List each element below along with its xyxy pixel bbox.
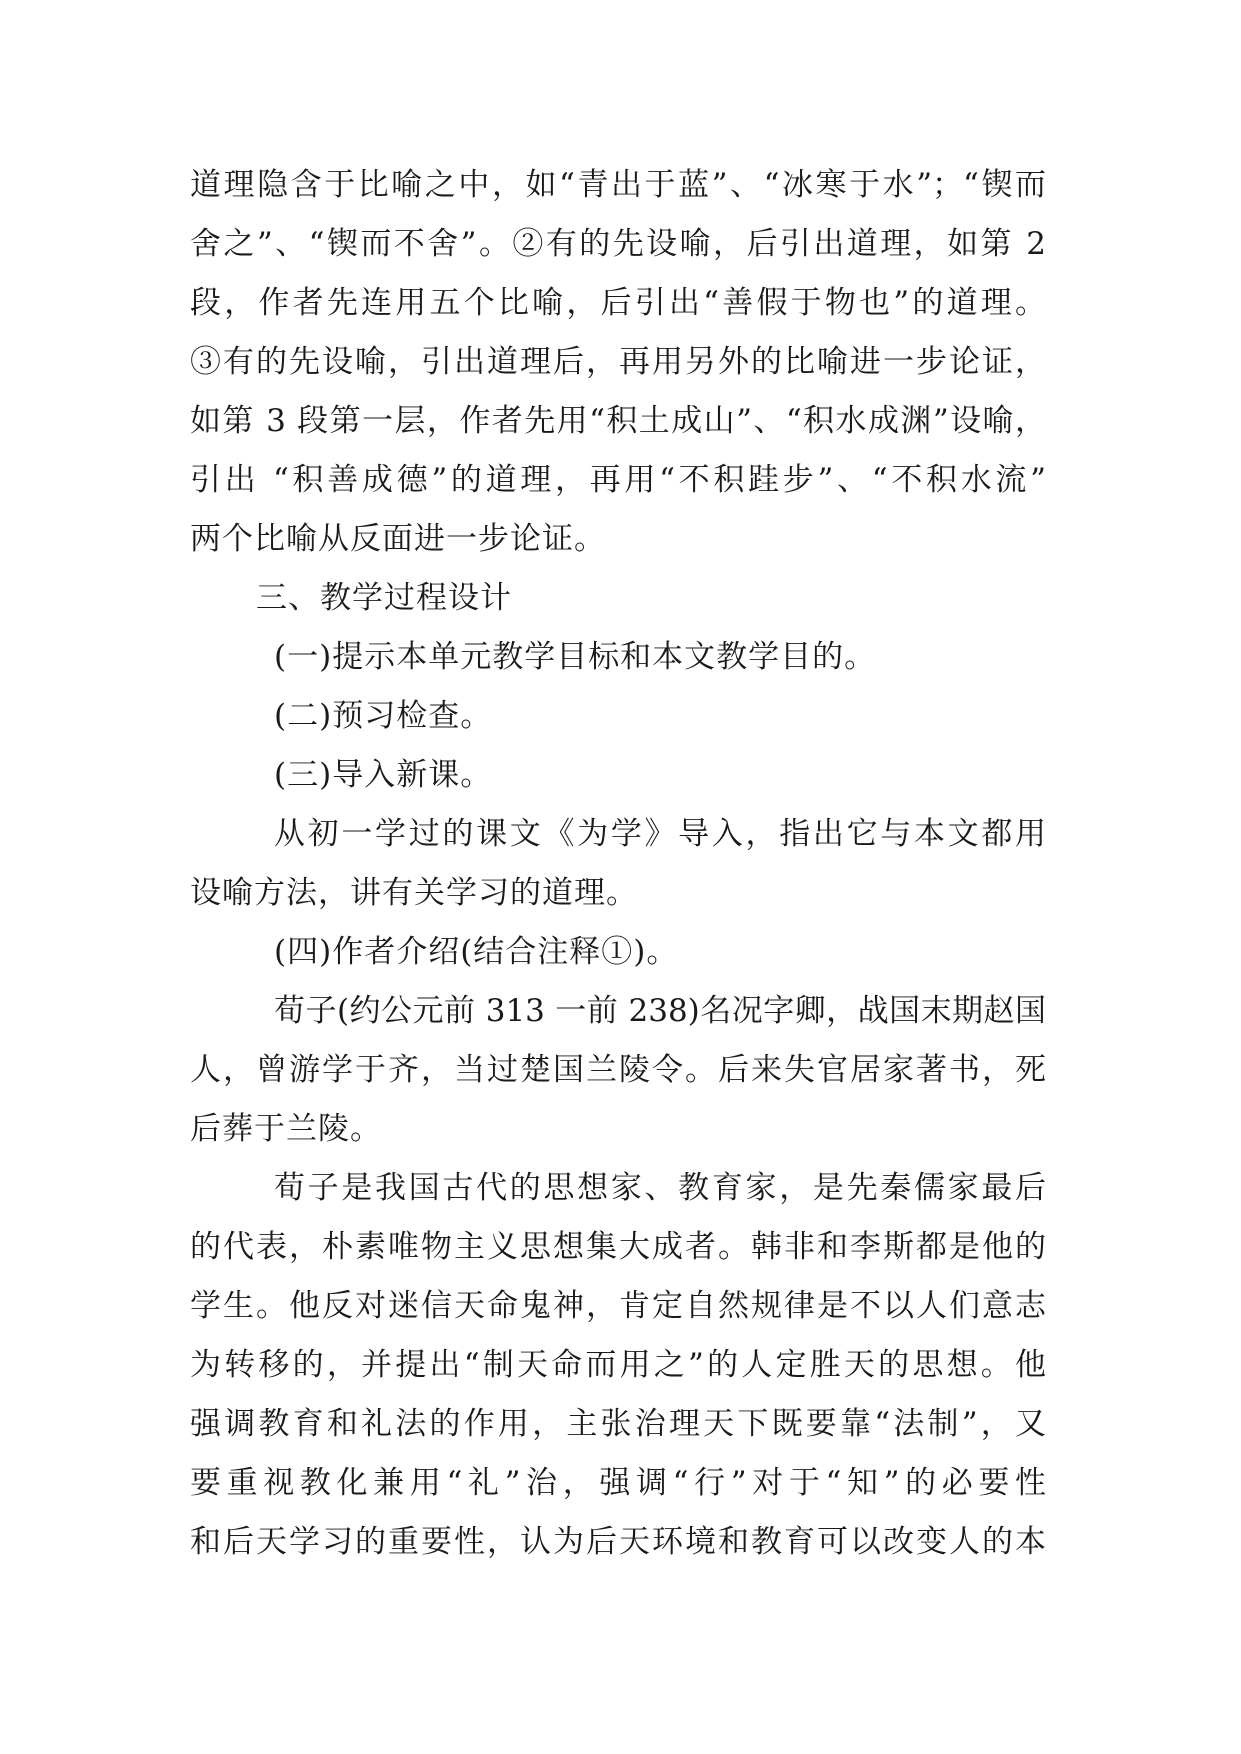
section-heading: 三、教学过程设计 [256, 580, 512, 616]
text-line: 人，曾游学于齐，当过楚国兰陵令。后来失官居家著书，死 [190, 1052, 1046, 1088]
text-line: 强调教育和礼法的作用，主张治理天下既要靠“法制”，又 [190, 1406, 1046, 1442]
text-line: 两个比喻从反面进一步论证。 [190, 521, 606, 557]
subsection-heading: (一)提示本单元教学目标和本文教学目的。 [274, 639, 877, 675]
text-line: 如第 3 段第一层，作者先用“积土成山”、“积水成渊”设喻， [190, 403, 1046, 439]
text-line: 要重视教化兼用“礼”治，强调“行”对于“知”的必要性 [190, 1465, 1046, 1501]
text-line: 为转移的，并提出“制天命而用之”的人定胜天的思想。他 [190, 1347, 1046, 1383]
text-line: 和后天学习的重要性，认为后天环境和教育可以改变人的本 [190, 1524, 1046, 1560]
text-line: 道理隐含于比喻之中，如“青出于蓝”、“冰寒于水”；“锲而 [190, 167, 1046, 203]
subsection-heading: (二)预习检查。 [274, 698, 493, 734]
text-line: 引出 “积善成德”的道理，再用“不积跬步”、“不积水流” [190, 462, 1046, 498]
text-line: 荀子是我国古代的思想家、教育家，是先秦儒家最后 [274, 1170, 1046, 1206]
text-line: 设喻方法，讲有关学习的道理。 [190, 875, 638, 911]
text-line: 舍之”、“锲而不舍”。②有的先设喻，后引出道理，如第 2 [190, 226, 1046, 262]
text-line: 从初一学过的课文《为学》导入，指出它与本文都用 [274, 816, 1046, 852]
text-line: 后葬于兰陵。 [190, 1111, 382, 1147]
text-line: 的代表，朴素唯物主义思想集大成者。韩非和李斯都是他的 [190, 1229, 1046, 1265]
text-line: 段，作者先连用五个比喻，后引出“善假于物也”的道理。 [190, 285, 1046, 321]
text-line: ③有的先设喻，引出道理后，再用另外的比喻进一步论证， [190, 344, 1046, 380]
text-line: 荀子(约公元前 313 一前 238)名况字卿，战国末期赵国 [274, 993, 1046, 1029]
text-line: 学生。他反对迷信天命鬼神，肯定自然规律是不以人们意志 [190, 1288, 1046, 1324]
subsection-heading: (三)导入新课。 [274, 757, 493, 793]
subsection-heading: (四)作者介绍(结合注释①)。 [274, 934, 679, 970]
